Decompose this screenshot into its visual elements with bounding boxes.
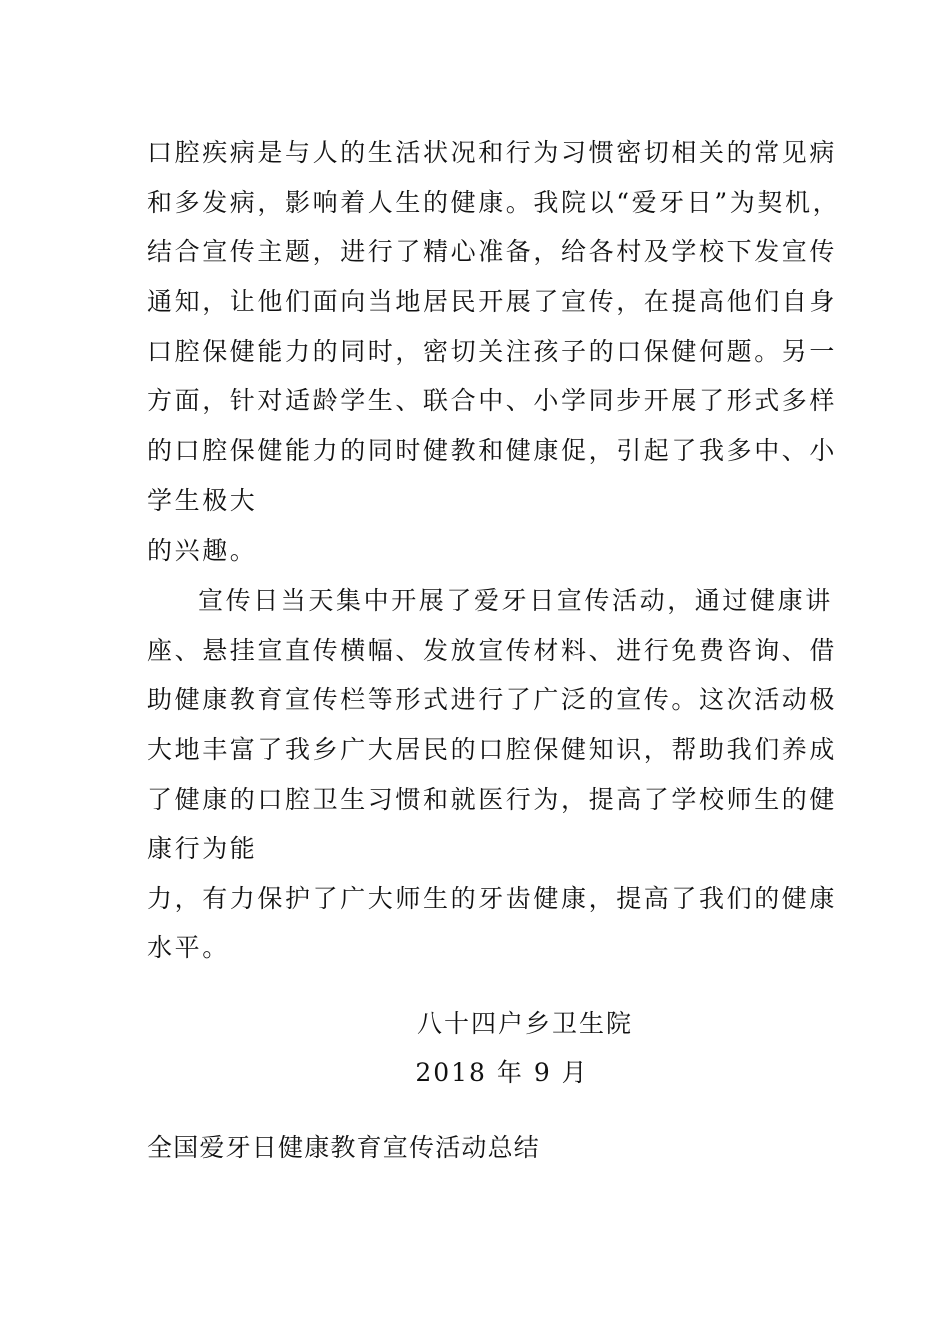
paragraph-line: 结合宣传主题，进行了精心准备，给各村及学校下发宣传 (147, 237, 838, 266)
signature-date: 2018 年 9 月 (415, 1058, 589, 1087)
paragraph-line: 的兴趣。 (147, 536, 258, 565)
paragraph-line: 了健康的口腔卫生习惯和就医行为，提高了学校师生的健 (147, 785, 838, 814)
paragraph-line: 方面，针对适龄学生、联合中、小学同步开展了形式多样 (147, 386, 838, 415)
document-title: 全国爱牙日健康教育宣传活动总结 (147, 1133, 541, 1162)
paragraph-line: 和多发病，影响着人生的健康。我院以“爱牙日”为契机， (147, 188, 841, 217)
paragraph-line: 水平。 (147, 933, 230, 962)
signature-organization: 八十四户乡卫生院 (416, 1009, 633, 1038)
paragraph-line: 宣传日当天集中开展了爱牙日宣传活动，通过健康讲 (198, 586, 833, 615)
paragraph-line: 口腔疾病是与人的生活状况和行为习惯密切相关的常见病 (147, 138, 838, 167)
paragraph-line: 的口腔保健能力的同时健教和健康促，引起了我多中、小 (147, 436, 838, 465)
paragraph-line: 助健康教育宣传栏等形式进行了广泛的宣传。这次活动极 (147, 685, 838, 714)
paragraph-line: 口腔保健能力的同时，密切关注孩子的口保健何题。另一 (147, 337, 838, 366)
paragraph-line: 通知，让他们面向当地居民开展了宣传，在提高他们自身 (147, 287, 838, 316)
paragraph-line: 大地丰富了我乡广大居民的口腔保健知识，帮助我们养成 (147, 735, 838, 764)
paragraph-line: 学生极大 (147, 486, 258, 515)
paragraph-line: 力，有力保护了广大师生的牙齿健康，提高了我们的健康 (147, 884, 838, 913)
paragraph-line: 康行为能 (147, 834, 258, 863)
paragraph-line: 座、悬挂宣直传横幅、发放宣传材料、进行免费咨询、借 (147, 636, 838, 665)
